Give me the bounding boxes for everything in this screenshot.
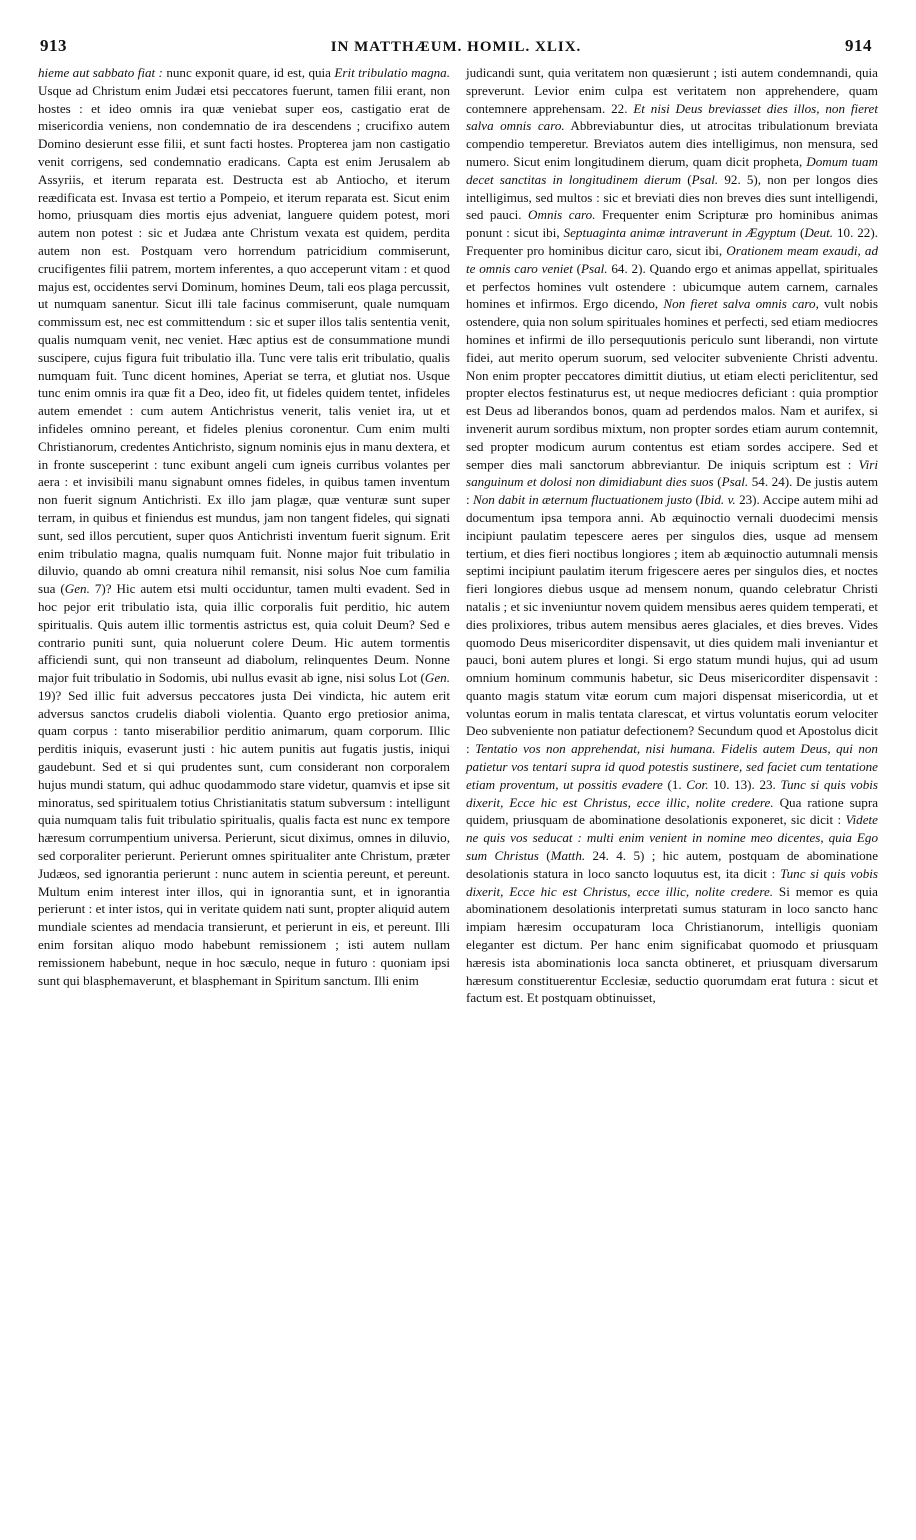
running-header	[38, 36, 878, 60]
italic-run: Gen.	[424, 670, 450, 686]
text-run: (	[572, 260, 582, 276]
italic-run: Tunc si quis vobis dixerit, Ecce hic est Christus, ecce illic, nolite credere.	[466, 865, 878, 899]
text-run: 7)? Hic autem etsi multi occiduntur, tamen multi evadent. Sed in hoc pejor erit tribulatio ista, quia illic corporalis fuit perditio, hic autem spiritualis. Quis autem illic tormentis astrictus est, quia coluit Deum? Sed e contrario puniti sunt, quia noluerunt colere Deum. Hic autem tormentis afficiendi sunt, qui non transeunt ad diabolum, relinquentes Deum. Nonne major fuit tribulatio in Sodomis, ubi nullus evasit ab igne, nisi solus Lot (	[38, 581, 450, 686]
text-run: (	[538, 848, 551, 864]
text-run: (	[692, 492, 700, 508]
italic-run: Gen.	[64, 581, 90, 597]
italic-run: Psal.	[581, 260, 608, 276]
italic-run: Psal.	[721, 474, 749, 490]
text-run: Frequenter enim Scripturæ pro hominibus animas ponunt : sicut ibi,	[466, 207, 878, 241]
italic-run: Non fieret salva omnis caro,	[663, 296, 819, 312]
text-run: 92. 5), non per longos dies intelligimus, sed multos : sic et breviati dies non breves dies sunt intelligendi, sed pauci.	[466, 171, 879, 223]
italic-run: Septuaginta animæ intraverunt in Ægyptum	[563, 225, 797, 241]
running-title: IN MATTHÆUM. HOMIL. XLIX.	[330, 39, 582, 55]
italic-run: Non dabit in æternum fluctuationem justo	[473, 492, 693, 508]
text-columns	[38, 64, 878, 1007]
text-run: Si memor es quia abominationem desolationis interpretati sumus staturam in loco sancto hanc impiam hæresim occupaturam loca Christianorum, intelligis quoniam eleganter est dictum. Per hanc enim significabat quomodo et priusquam hæresis ista abominationis loca sancta obtineret, et priusquam diversarum hæresum constituerentur Ecclesiæ, seductio quorumdam erat futura : sicut et factum est. Et postquam obtinuisset,	[466, 883, 878, 1006]
italic-run: Et nisi Deus breviasset dies illos, non fieret salva omnis caro.	[466, 100, 878, 134]
page-number-right: 914	[845, 36, 872, 55]
text-run: 64. 2). Quando ergo et animas appellat, spirituales et perfectos homines vult ostendere : ubicumque autem carnem, carnales homines et infirmos. Ergo dicendo,	[466, 260, 879, 312]
italic-run: Tunc si quis vobis dixerit, Ecce hic est Christus, ecce illic, nolite credere.	[466, 776, 878, 810]
text-run: 23). Accipe autem mihi ad documentum ipsa tempora anni. Ab æquinoctio vernali duodecimi mensis incipiunt paulatim tepescere aeres per singulos dies, usque ad mensem tertium, et dies fieri noctibus longiores ; item ab æquinoctio autumnali mensis septimi incipiunt paulatim iterum frigescere aeres per singulos dies, et noctes fieri longiores diebus usque ad mensem nonum, quando celebratur Christi natalis ; et sic inveniuntur novem quidem mensibus aeres quidem temperati, et dies prolixiores, tribus autem mensibus aeres glaciales, et dies breves. Vides quomodo Deus misericorditer dispensavit, ut dies quidem mali inveniantur et pauci, boni autem plures et longi. Si ergo statum mundi hujus, qui ad usum omnium hominum communis habetur, sic Deus misericorditer dispensavit : quanto magis statum vitæ eorum cum majori dispensat misericordia, ut et voluntas eorum in malis tentata clarescat, et virtus voluntatis eorum velociter Deo subveniente non patiatur defectionem? Secundum quod et Apostolus dicit :	[466, 492, 878, 757]
text-run: (1.	[662, 776, 687, 792]
left-column-text	[38, 64, 450, 989]
italic-run: Matth.	[550, 848, 586, 864]
text-run: nunc exponit quare, id est, quia	[162, 65, 335, 80]
left-column	[38, 64, 450, 1007]
italic-run: Cor.	[686, 776, 709, 792]
text-run: 10. 13). 23.	[708, 776, 781, 792]
text-run: vult nobis ostendere, quia non solum spirituales homines et perfecti, sed etiam mediocres homines et infirmi de illo persequutionis periculo sunt liberandi, non virtute fidei, aut merito operum suorum, sed velociter subveniente Christi adventu. Non enim propter peccatores dimittit diutius, ut etiam electi periclitentur, sed propter electos festinaturus est, ut neque mediocres deficiant : quia promptior est Deus ad liberandos bonos, quam ad perdendos malos. Nam et aurifex, si invenerit aurum sordibus mixtum, non propter sordes etiam aurum contemnit, sed propter modicum aurum contentus est etiam sordes accipere. Sed et semper dies mali sanctorum abbreviantur. De iniquis scriptum est :	[466, 296, 878, 472]
text-run: 54. 24). De justis autem :	[466, 474, 879, 508]
italic-run: Orationem meam exaudi, ad te omnis caro veniet	[466, 242, 878, 276]
italic-run: Viri sanguinum et dolosi non dimidiabunt dies suos	[466, 456, 878, 490]
italic-run: Psal.	[691, 171, 719, 187]
text-run: 24. 4. 5) ; hic autem, postquam de abominatione desolationis statura in loco sancto loquutus est, ita dicit :	[466, 848, 878, 881]
text-run: (	[681, 171, 692, 187]
italic-run: Erit tribulatio magna.	[334, 65, 450, 80]
text-run: (	[713, 474, 722, 490]
text-run: (	[796, 225, 805, 241]
text-run: Qua ratione supra quidem, priusquam de abominatione desolationis exponeret, sic dicit :	[466, 794, 879, 828]
text-run: 19)? Sed illic fuit adversus peccatores justa Dei vindicta, hic autem erit adversus sanctos crudelis diaboli violentia. Quanto ergo pretiosior anima, quam corpus : tanto miserabilior perditio animarum, quam corporum. Illic perditis iniquis, evaserunt justi : hic autem punitis aut fugatis justis, iniqui gaudebunt. Sed et si qui prudentes sunt, cum considerant non corporalem hujus mundi statum, qui adhuc quodammodo stare videtur, quamvis et ipse sit minoratus, sed spiritualem totius Christianitatis statum subversum : intelligunt quia numquam talis fuit tribulatio spiritualis, qualis facta est nunc ex tempore hæresum corrumpentium universa. Perierunt, sicut diximus, omnes in diluvio, sed corporaliter perierunt. Perierunt omnes spiritualiter ante Christum, præter Judæos, sed ignorantia perierunt : nunc autem in scientia pereunt, et pereunt. Multum enim interest inter illos, qui in ignorantia sunt, et in ignorantia perierunt : et inter istos, qui in veritate quidem nati sunt, propter aliquid autem mundiale scientes ad mendacia transierunt, et perierunt in eis, et pereunt. Illi enim forsitan aliquo modo habebunt remissionem ; isti autem nullam remissionem habebunt, neque in hoc sæculo, neque in futuro : quoniam ipsi sunt qui blasphemaverunt, et blasphemant in Spiritum sanctum. Illi enim	[38, 687, 450, 988]
page-number-left: 913	[40, 36, 67, 55]
italic-run: hieme aut sabbato fiat :	[38, 65, 163, 80]
italic-run: Videte ne quis vos seducat : multi enim venient in nomine meo dicentes, quia Ego sum Christus	[466, 812, 878, 864]
italic-run: Deut.	[804, 225, 834, 241]
text-run: Usque ad Christum enim Judæi etsi peccatores fuerunt, tamen filii erant, non hostes : et ideo omnis ira quæ veniebat super eos, castigatio erat de misericordia veniens, non condemnatio de ira descendens ; crucifixo autem Domino desierunt esse filii, et sunt facti hostes. Propterea jam non castigatio venit corrigens, sed condemnatio eradicans. Capta est enim Jerusalem ab Assyriis, et iterum reparata est. Destructa est ab Antiocho, et iterum reædificata est. Invasa est tertio a Pompeio, et iterum reparata est. Sicut enim homo, priusquam dies mortis ejus adveniat, languere quidem potest, mori autem non potest : sic et Judæa ante Christum vexata est quidem, perdita autem non est. Postquam vero horrendum patricidium commiserunt, crucifigentes filii patrem, mortem inferentes, a quo acceperunt vitam : et quod majus est, occidentes servi Dominum, homines Deum, tali eos plaga percussit, ut numquam sanentur. Sicut illi tale facinus commiserunt, quale numquam commissum est, nec est committendum : sic et super illos talis sententia venit, qualis numquam venit, nec veniet. Hæc aptius est de consummatione mundi suscipere, cujus figura fuit tribulatio illa. Tunc vere talis erit tribulatio, qualis numquam fuit. Tunc dicent homines, Aperiat se terra, et glutiat nos. Usque tunc enim omnis ira quæ fit a Deo, ideo fit, ut fideles quidem tentet, infideles autem emendet : cum autem Antichristus venerit, talis veniet ira, ut et infideles omnino pereant, et fideles plenius coronentur. Cum enim multi Christianorum, credentes Antichristo, signum nominis ejus in manu dextera, et in fronte susceperint : tunc exibunt angeli cum igneis curribus volantes per aera : et invisibili manu signabunt omnes fideles, in quibus tamen inventum non fuerit signum Antichristi. Ex illo jam plagæ, quæ venturæ sunt super terram, in quibus et finiendus est mundus, jam non tangent fideles, qui signati sunt, sed illos percutient, super quos Antichristi inventum fuerit signum. Erit enim tribulatio magna, qualis numquam fuit. Nonne major fuit tribulatio in diluvio, quando ab omni creatura nihil remansit, nisi solus Noe cum familia sua (	[38, 82, 450, 597]
text-run: 10. 22). Frequenter pro hominibus dicitur caro, sicut ibi,	[466, 225, 878, 258]
italic-run: Omnis caro.	[528, 207, 596, 223]
italic-run: Ibid. v.	[699, 492, 736, 508]
right-column	[466, 64, 878, 1007]
right-column-text	[466, 64, 878, 1007]
italic-run: Tentatio vos non apprehendat, nisi humana. Fidelis autem Deus, qui non patietur vos tentari supra id quod potestis sustinere, sed faciet cum tentatione etiam proventum, ut possitis evadere	[466, 741, 878, 792]
text-run: judicandi sunt, quia veritatem non quæsierunt ; isti autem condemnandi, quia spreverunt. Levior enim culpa est veritatem non apprehendere, quam contemnere apprehensam. 22.	[466, 65, 878, 116]
text-run: Abbreviabuntur dies, ut atrocitas tribulationum breviata compendio temperetur. Breviatos autem dies intelligimus, non mensura, sed numero. Sicut enim longitudinem dierum, quam dicit propheta,	[466, 118, 878, 169]
italic-run: Domum tuam decet sanctitas in longitudinem dierum	[466, 153, 878, 187]
